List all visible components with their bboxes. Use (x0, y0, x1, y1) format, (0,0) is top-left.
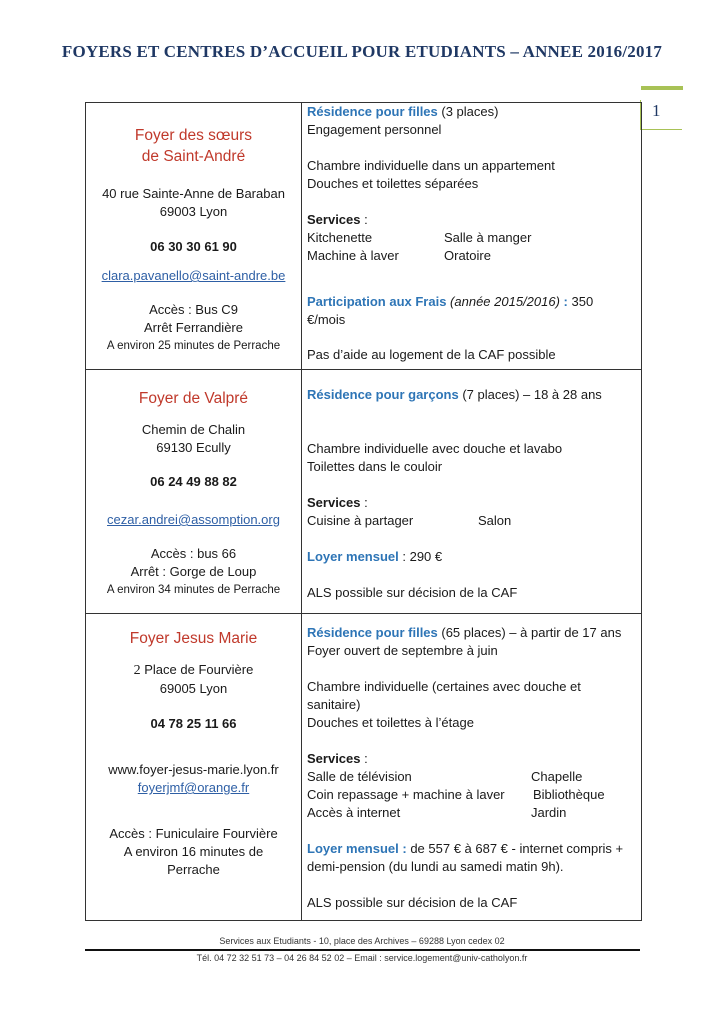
service-item: Salon (478, 513, 512, 528)
service-item: Accès à internet (307, 805, 401, 820)
foyer-name: Foyer des sœurs (134, 127, 253, 144)
address-line: Chemin de Chalin (141, 422, 246, 437)
residence-detail: (3 places) (437, 104, 499, 119)
foyer-info-cell (86, 370, 302, 614)
phone-number: 06 24 49 88 82 (150, 474, 237, 489)
residence-label: Résidence pour garçons (307, 387, 459, 402)
foyer-name: Foyer Jesus Marie (129, 630, 258, 647)
sanitaires-text: Douches et toilettes séparées (307, 176, 479, 191)
service-item: Salle de télévision (307, 769, 412, 784)
als-text: ALS possible sur décision de la CAF (307, 585, 518, 600)
address-number: 2 (133, 663, 141, 678)
table-row (86, 614, 642, 921)
sanitaires-text: Toilettes dans le couloir (307, 459, 443, 474)
service-item: Kitchenette (307, 230, 373, 245)
services-row (307, 247, 635, 265)
aide-text: Pas d’aide au logement de la CAF possible (307, 347, 556, 362)
residence-label: Résidence pour filles (307, 104, 438, 119)
services-colon: : (360, 212, 368, 227)
phone-number: 06 30 30 61 90 (150, 239, 237, 254)
residence-label: Résidence pour filles (307, 625, 438, 640)
service-item: Jardin (531, 805, 567, 820)
address-city: 69005 Lyon (159, 681, 228, 696)
services-row (307, 768, 635, 786)
page-title: FOYERS ET CENTRES D’ACCUEIL POUR ETUDIANTS – ANNEE 2016/2017 (61, 42, 663, 61)
service-item: Cuisine à partager (307, 513, 414, 528)
phone-number: 04 78 25 11 66 (150, 716, 237, 731)
services-row (307, 512, 635, 530)
table-row (86, 103, 642, 370)
acces-text: Accès : Bus C9 (149, 302, 238, 317)
loyer-label: Loyer mensuel (307, 549, 399, 564)
foyer-name: Foyer de Valpré (138, 390, 249, 407)
frais-year: (année 2015/2016) (446, 294, 560, 309)
chambre-text: Chambre individuelle avec douche et lavabo (307, 441, 563, 456)
acces-text: Accès : bus 66 (150, 546, 237, 561)
email-link[interactable]: cezar.andrei@assomption.org (107, 512, 280, 527)
loyer-value-cont: demi-pension (du lundi au samedi matin 9h). (307, 859, 564, 874)
footer-divider (85, 949, 640, 951)
services-row (307, 229, 635, 247)
foyer-details-cell (302, 614, 642, 921)
address-city: 69130 Ecully (156, 440, 231, 455)
address-street: Place de Fourvière (140, 662, 254, 677)
service-item: Machine à laver (307, 248, 399, 263)
acces-stop: Arrêt : Gorge de Loup (130, 564, 257, 579)
address-line: 40 rue Sainte-Anne de Baraban (102, 186, 285, 201)
footer-address: Services aux Etudiants - 10, place des Archives – 69288 Lyon cedex 02 (219, 936, 505, 946)
chambre-text-cont: sanitaire) (307, 697, 361, 712)
foyer-details-cell (302, 370, 642, 614)
frais-colon: : (559, 294, 568, 309)
email-link[interactable]: clara.pavanello@saint-andre.be (101, 268, 286, 283)
service-item: Chapelle (531, 769, 583, 784)
service-item: Salle à manger (444, 230, 532, 245)
website-link[interactable]: www.foyer-jesus-marie.lyon.fr (108, 762, 279, 777)
services-row (307, 786, 635, 804)
loyer-value: : 290 € (398, 549, 443, 564)
als-text: ALS possible sur décision de la CAF (307, 895, 518, 910)
loyer-value: de 557 € à 687 € - internet compris + (406, 841, 624, 856)
engagement-text: Engagement personnel (307, 122, 442, 137)
address-city: 69003 Lyon (159, 204, 228, 219)
chambre-text: Chambre individuelle (certaines avec douche et (307, 679, 581, 694)
service-item: Bibliothèque (533, 787, 605, 802)
foyer-info-cell (86, 103, 302, 370)
service-item: Coin repassage + machine à laver (307, 787, 505, 802)
foyer-name-line2: de Saint-André (141, 148, 246, 165)
foyer-details-cell (302, 103, 642, 370)
loyer-label: Loyer mensuel : (307, 841, 407, 856)
acces-duration: A environ 34 minutes de Perrache (106, 584, 281, 596)
acces-stop: Arrêt Ferrandière (144, 320, 243, 335)
acces-duration: A environ 16 minutes de (123, 844, 264, 859)
page-number: 1 (652, 101, 661, 120)
email-link[interactable]: foyerjmf@orange.fr (137, 780, 250, 795)
residence-detail: (7 places) – 18 à 28 ans (458, 387, 602, 402)
service-item: Oratoire (444, 248, 491, 263)
services-colon: : (360, 751, 368, 766)
ouverture-text: Foyer ouvert de septembre à juin (307, 643, 498, 658)
services-label: Services (307, 212, 361, 227)
frais-label: Participation aux Frais (307, 294, 447, 309)
acces-text: Accès : Funiculaire Fourvière (109, 826, 278, 841)
residence-detail: (65 places) – à partir de 17 ans (437, 625, 622, 640)
page-number-rule (641, 86, 683, 90)
services-label: Services (307, 495, 361, 510)
table-row (86, 370, 642, 614)
sanitaires-text: Douches et toilettes à l’étage (307, 715, 474, 730)
frais-value: 350 €/mois (307, 294, 594, 327)
services-colon: : (360, 495, 368, 510)
footer-contact: Tél. 04 72 32 51 73 – 04 26 84 52 02 – Email : service.logement@univ-catholyon.fr (196, 953, 528, 963)
services-row (307, 804, 635, 822)
services-label: Services (307, 751, 361, 766)
chambre-text: Chambre individuelle dans un appartement (307, 158, 555, 173)
address-line (90, 661, 297, 680)
foyers-table (85, 102, 642, 921)
acces-duration: A environ 25 minutes de Perrache (106, 340, 281, 352)
page-number-border-bottom (640, 129, 682, 130)
foyer-info-cell (86, 614, 302, 921)
acces-destination: Perrache (167, 862, 220, 877)
